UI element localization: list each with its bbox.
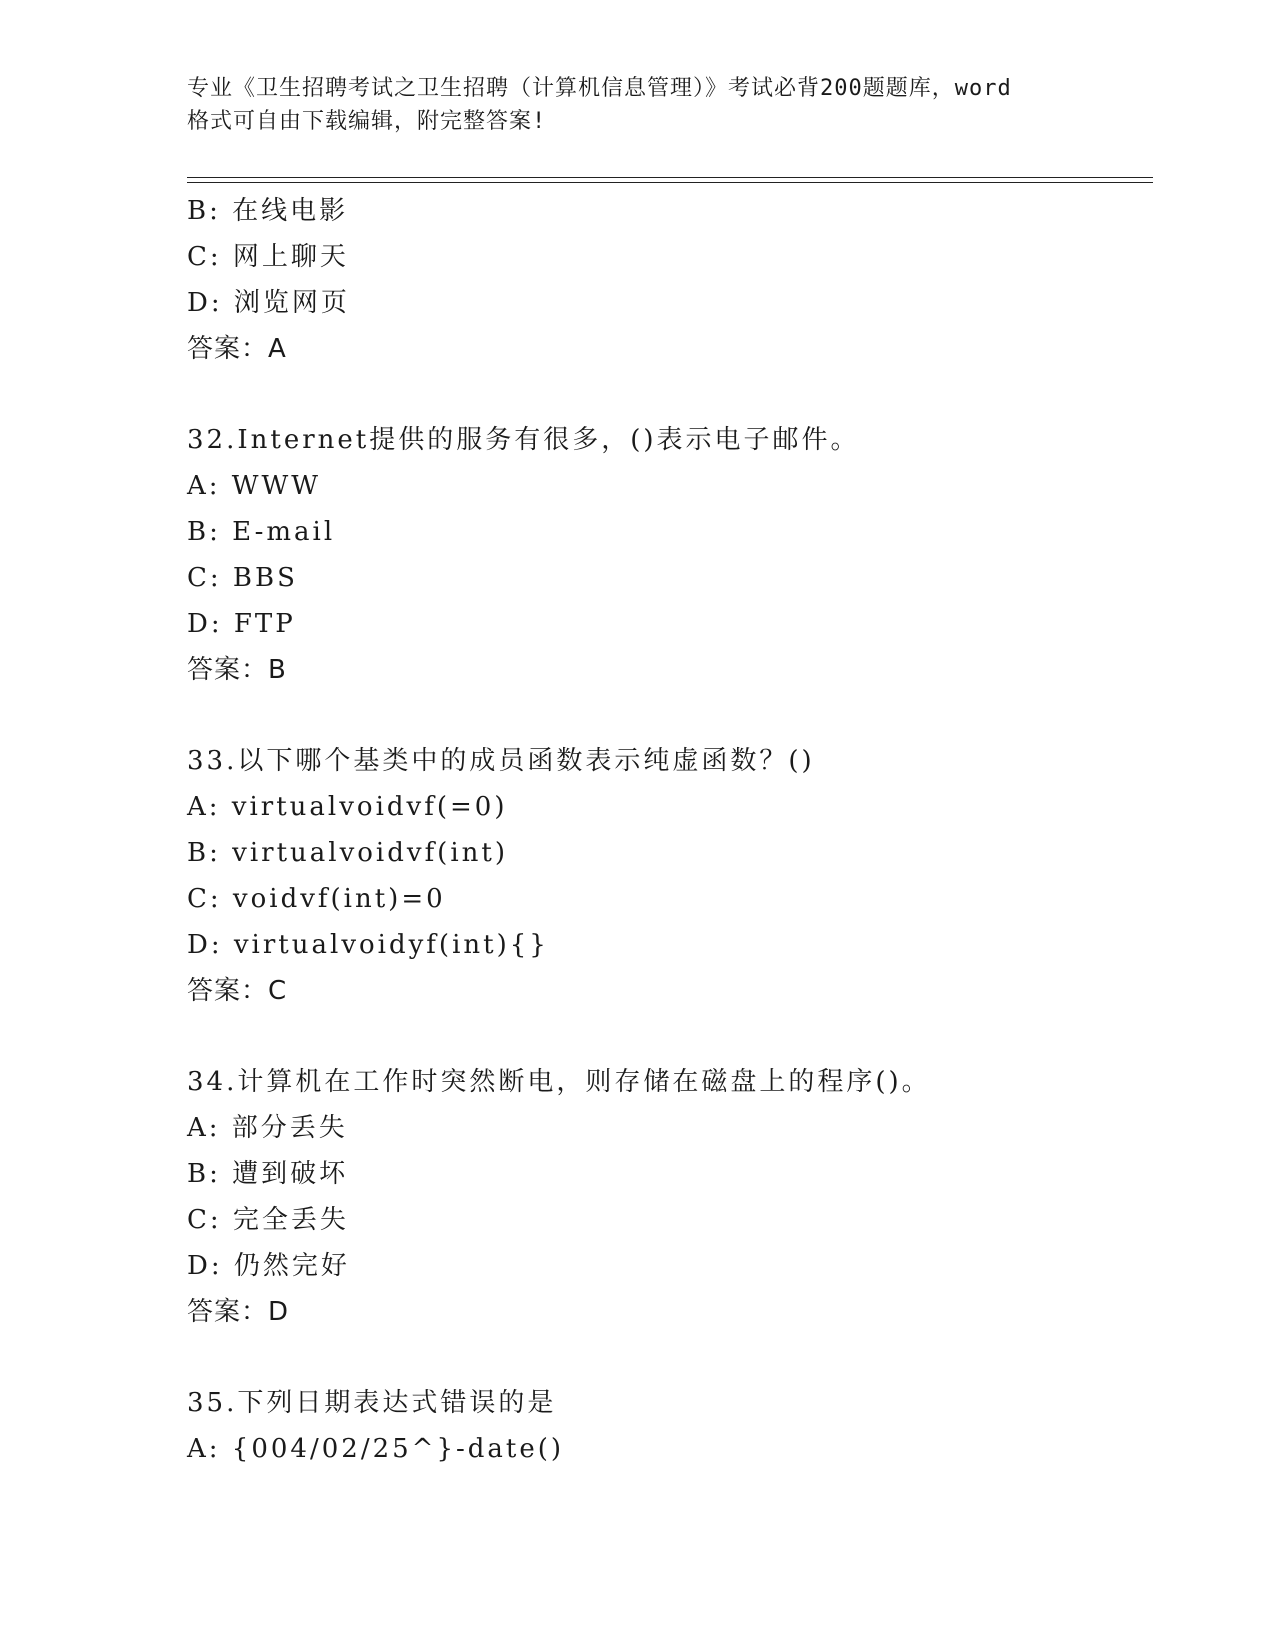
header-line-1: 专业《卫生招聘考试之卫生招聘（计算机信息管理）》考试必背200题题库，word [187,76,1012,101]
option-d: D: FTP [187,609,296,639]
question-list [187,188,1153,1472]
option-b: B: virtualvoidvf(int) [187,838,508,868]
question-stem: 34.计算机在工作时突然断电，则存储在磁盘上的程序()。 [187,1067,931,1097]
answer-line: 答案：B [187,655,287,685]
question-stem: 33.以下哪个基类中的成员函数表示纯虚函数？() [187,746,815,776]
question-block-31 [187,188,1153,372]
option-b: B: 在线电影 [187,196,349,226]
option-d: D: virtualvoidyf(int){} [187,930,549,960]
question-block-34 [187,1059,1153,1335]
option-d: D: 仍然完好 [187,1251,350,1281]
header-rule-top [187,177,1153,178]
option-b: B: E-mail [187,517,336,547]
answer-line: 答案：C [187,976,288,1006]
answer-line: 答案：D [187,1297,290,1327]
option-a: A: {004/02/25^}-date() [187,1434,565,1464]
option-c: C: voidvf(int)=0 [187,884,446,914]
header-line-2: 格式可自由下载编辑，附完整答案! [187,109,547,134]
question-stem: 35.下列日期表达式错误的是 [187,1388,557,1418]
question-stem: 32.Internet提供的服务有很多，()表示电子邮件。 [187,425,860,455]
answer-line: 答案：A [187,334,287,364]
question-block-32 [187,417,1153,693]
option-b: B: 遭到破坏 [187,1159,349,1189]
header-rule-bottom [187,182,1153,183]
option-a: A: 部分丢失 [187,1113,348,1143]
option-a: A: virtualvoidvf(=0) [187,792,508,822]
option-c: C: 网上聊天 [187,242,349,272]
option-c: C: BBS [187,563,298,593]
option-a: A: WWW [187,471,321,501]
option-d: D: 浏览网页 [187,288,350,318]
question-block-33 [187,738,1153,1014]
document-header [187,72,1087,138]
question-block-35 [187,1380,1153,1472]
option-c: C: 完全丢失 [187,1205,349,1235]
